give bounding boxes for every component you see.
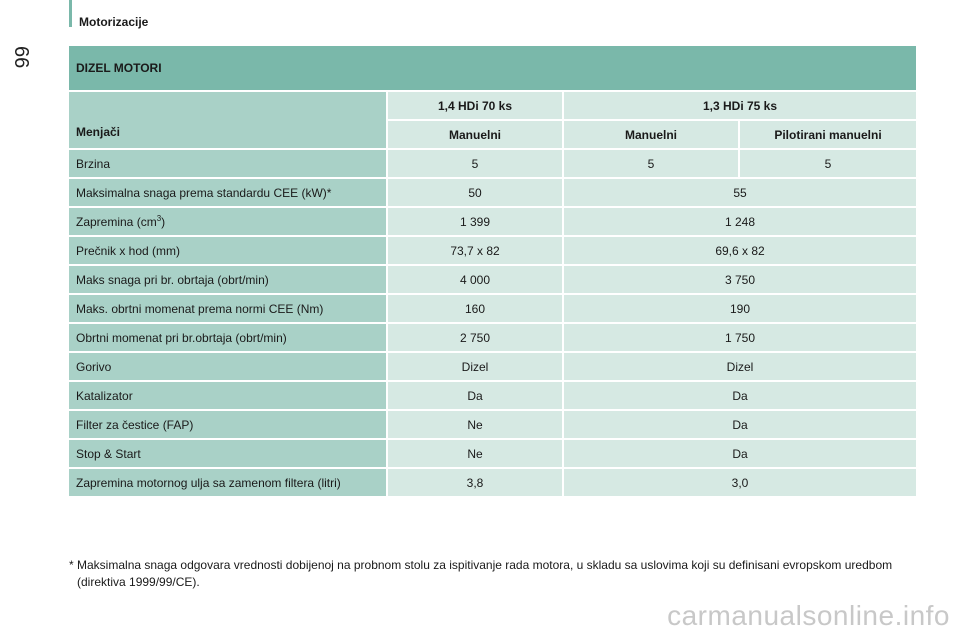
row-label: Brzina (69, 148, 388, 177)
row-label: Maks. obrtni momenat prema normi CEE (Nm) (69, 293, 388, 322)
watermark: carmanualsonline.info (667, 600, 950, 631)
table-row (69, 177, 916, 206)
row-value: Ne (388, 438, 564, 467)
row-value: 190 (564, 293, 916, 322)
row-value: 5 (564, 148, 740, 177)
footnote-marker: * (69, 558, 74, 572)
row-value: Da (564, 409, 916, 438)
row-label: Maks snaga pri br. obrtaja (obrt/min) (69, 264, 388, 293)
section-title: Motorizacije (79, 15, 149, 29)
table-row (69, 235, 916, 264)
row-value: Ne (388, 409, 564, 438)
table-row (69, 322, 916, 351)
table-row (69, 409, 916, 438)
section-accent-bar (69, 0, 72, 27)
row-value: 3 750 (564, 264, 916, 293)
table-row (69, 467, 916, 496)
table-row (69, 148, 916, 177)
gearbox-label: Menjači (69, 90, 388, 148)
row-value: Da (388, 380, 564, 409)
row-label: Gorivo (69, 351, 388, 380)
engine-1-header: 1,4 HDi 70 ks (388, 90, 564, 119)
row-value: 5 (740, 148, 916, 177)
row-value: Dizel (564, 351, 916, 380)
footnote-text: Maksimalna snaga odgovara vrednosti dobijenoj na probnom stolu za ispitivanje rada motora, u skladu sa uslovima koji su definisani evropskom uredbom (direktiva 1999/99/CE). (77, 558, 893, 589)
table-row (69, 438, 916, 467)
gearbox-1: Manuelni (388, 119, 564, 148)
row-value: 3,8 (388, 467, 564, 496)
table-row (69, 380, 916, 409)
table-row (69, 206, 916, 235)
row-value: 69,6 x 82 (564, 235, 916, 264)
row-value: 1 248 (564, 206, 916, 235)
engine-spec-table (69, 46, 916, 496)
row-value: 73,7 x 82 (388, 235, 564, 264)
row-label: Zapremina $(cm^3)$ (69, 206, 388, 235)
row-value: 55 (564, 177, 916, 206)
footnote (69, 557, 914, 591)
row-value: Dizel (388, 351, 564, 380)
row-value: 1 750 (564, 322, 916, 351)
row-value: Da (564, 380, 916, 409)
row-value: 1 399 (388, 206, 564, 235)
table-header: DIZEL MOTORI (69, 46, 916, 90)
table-row (69, 293, 916, 322)
engine-2-header: 1,3 HDi 75 ks (564, 90, 916, 119)
row-label: Maksimalna snaga prema standardu CEE (kW)* (69, 177, 388, 206)
row-value: 3,0 (564, 467, 916, 496)
row-label: Zapremina motornog ulja sa zamenom filtera (litri) (69, 467, 388, 496)
gearbox-2: Manuelni (564, 119, 740, 148)
row-label: Filter za čestice (FAP) (69, 409, 388, 438)
row-value: 2 750 (388, 322, 564, 351)
table-row (69, 351, 916, 380)
row-label: Katalizator (69, 380, 388, 409)
engine-row (69, 90, 916, 119)
spec-table (69, 90, 916, 496)
row-value: 5 (388, 148, 564, 177)
row-label: Obrtni momenat pri br.obrtaja (obrt/min) (69, 322, 388, 351)
row-value: Da (564, 438, 916, 467)
table-row (69, 264, 916, 293)
row-label: Stop & Start (69, 438, 388, 467)
page-number: 66 (10, 46, 32, 69)
gearbox-3: Pilotirani manuelni (740, 119, 916, 148)
row-value: 160 (388, 293, 564, 322)
row-value: 50 (388, 177, 564, 206)
row-label: Prečnik x hod (mm) (69, 235, 388, 264)
row-value: 4 000 (388, 264, 564, 293)
